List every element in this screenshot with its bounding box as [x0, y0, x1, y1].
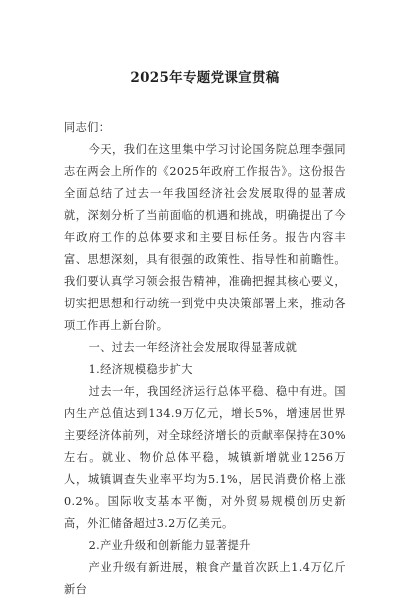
document-body [64, 117, 346, 601]
document-title: 2025年专题党课宣贯稿 [130, 70, 280, 86]
industry-paragraph: 产业升级有新进展，粮食产量首次跃上1.4万亿斤新台 [64, 561, 346, 596]
subsection-heading-1: 1.经济规模稳步扩大 [88, 363, 193, 376]
intro-paragraph: 今天，我们在这里集中学习讨论国务院总理李强同志在两会上所作的《2025年政府工作报告》。这份报告全面总结了过去一年我国经济社会发展取得的显著成就，深刻分析了当前面临的机遇和挑战，明确提出了今年政府工作的总体要求和主要目标任务。报告内容丰富、思想深刻，具有很强的政策性、指导性和前瞻性。我们要认真学习领会报告精神，准确把握其核心要义，切实把思想和行动统一到党中央决策部署上来，推动各项工作再上新台阶。 [64, 143, 346, 332]
salutation: 同志们： [64, 121, 111, 134]
economy-paragraph: 过去一年，我国经济运行总体平稳、稳中有进。国内生产总值达到134.9万亿元，增长5%，增速居世界主要经济体前列，对全球经济增长的贡献率保持在30%左右。就业、物价总体平稳，城镇新增就业1256万人，城镇调查失业率平均为5.1%，居民消费价格上涨0.2%。国际收支基本平衡，对外贸易规模创历史新高，外汇储备超过3.2万亿美元。 [64, 385, 346, 530]
subsection-heading-2: 2.产业升级和创新能力显著提升 [88, 539, 251, 552]
section-heading-1: 一、过去一年经济社会发展取得显著成就 [88, 341, 298, 354]
